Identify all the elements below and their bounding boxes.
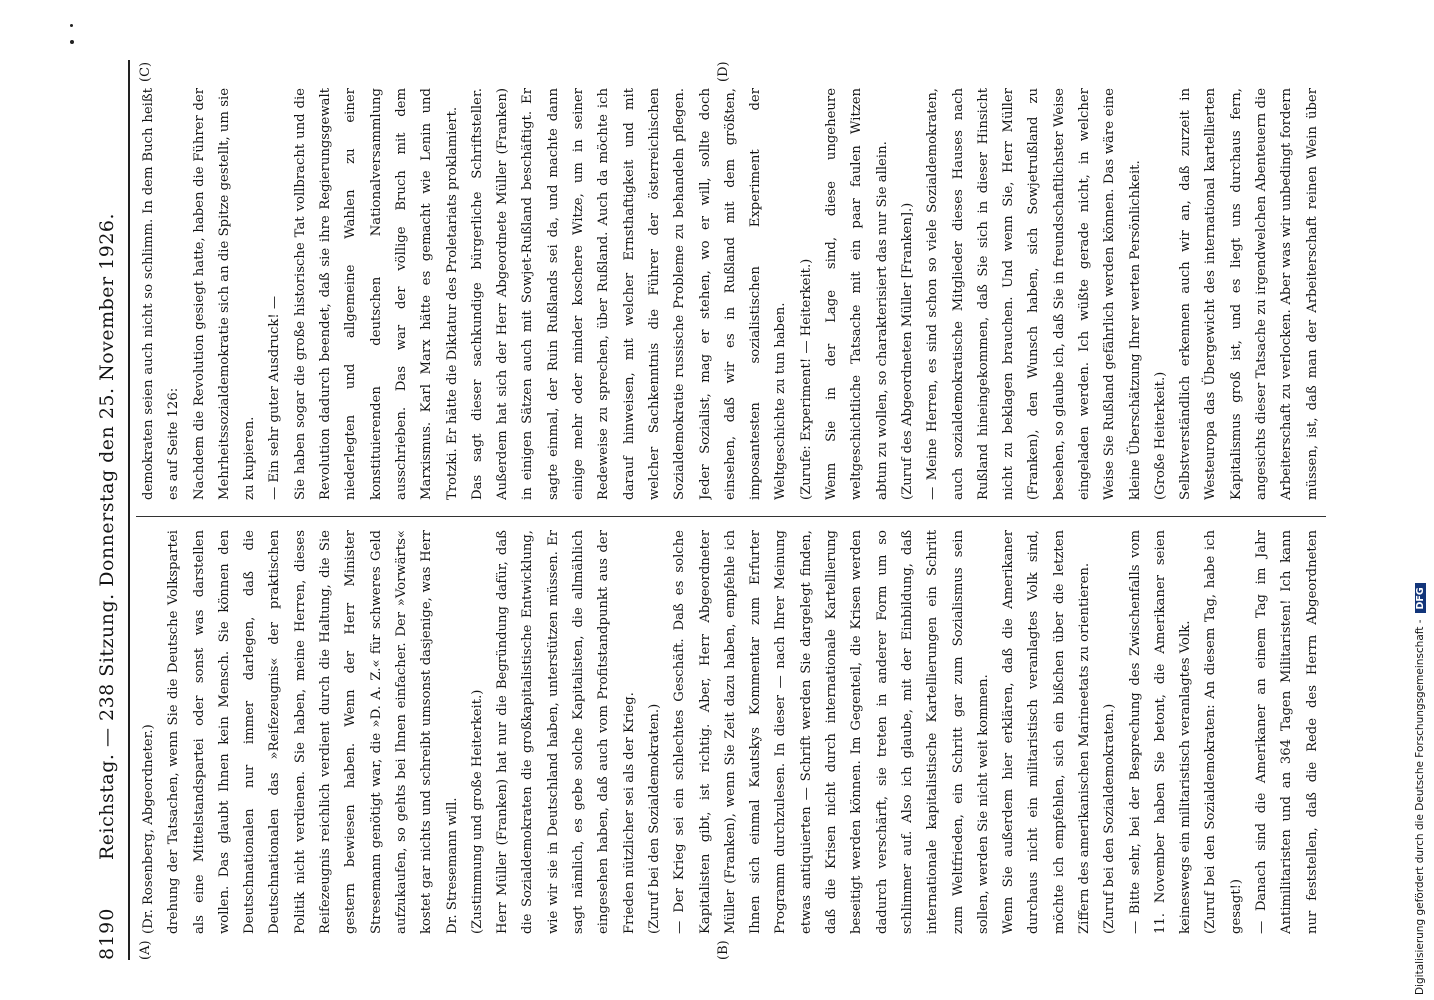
scan-speck xyxy=(70,24,73,27)
margin-marker-b: (B) xyxy=(716,940,731,960)
scan-speck xyxy=(70,40,74,44)
page-number: 8190 xyxy=(96,907,118,960)
text-column-left: (Dr. Rosenberg, Abgeordneter.) drehung der Tatsachen, wenn Sie die Deutsche Volkspartei als eine Mittelstandspartei oder sonst was darstellen wollen. Das glaubt Ihnen kein Mensch. Sie können den Deutschnationalen nur immer darlegen, daß die Deutschnationalen das »Reifezeugnis« der praktischen Politik nicht verdienen. Sie haben, meine Herren, dieses Reifezeugnis reichlich verdient durch die Haltung, die Sie gestern bewiesen haben. Wenn der Herr Minister Stresemann genötigt war, die »D. A. Z.« für schweres Geld aufzukaufen, so gehts bei Ihnen einfacher. Der »Vorwärts« kostet gar nichts und schreibt umsonst dasjenige, was Herr Dr. Stresemann will. (Zustimmung und große Heiterkeit.) Herr Müller (Franken) hat nur die Begründung dafür, daß die Sozialdemokraten die großkapitalistische Entwicklung, wie wir sie in Deutschland haben, unterstützen müssen. Er sagt nämlich, es gebe solche Kapitalisten, die allmählich eingesehen haben, daß auch vom Profitstandpunkt aus der Frieden nützlicher sei als der Krieg. (Zuruf bei den Sozialdemokraten.) — Der Krieg sei ein schlechtes Geschäft. Daß es solche Kapitalisten gibt, ist richtig. Aber, Herr Abgeordneter Müller (Franken), wenn Sie Zeit dazu haben, empfehle ich Ihnen sich einmal Kautskys Kommentar zum Erfurter Programm durchzulesen. In dieser — nach Ihrer Meinung etwas antiquierten — Schrift werden Sie dargelegt finden, daß die Krisen nicht durch internationale Kartellierung beseitigt werden können. Im Gegenteil, die Krisen werden dadurch verschärft, sie treten in anderer Form um so schlimmer auf. Also ich glaube, mit der Einbildung, daß internationale kapitalistische Kartellierungen ein Schritt zum Weltfrieden, ein Schritt gar zum Sozialismus sein sollen, werden Sie nicht weit kommen. Wenn Sie außerdem hier erklären, daß die Amerikaner durchaus nicht ein militaristisch veranlagtes Volk sind, möchte ich empfehlen, sich ein bißchen über die letzten Ziffern des amerikanischen Marineetats zu orientieren. (Zuruf bei den Sozialdemokraten.) — Bitte sehr, bei der Besprechung des Zwischenfalls vom 11. November haben Sie betont, die Amerikaner seien keineswegs ein militaristisch veranlagtes Volk. (Zuruf bei den Sozialdemokraten: An diesem Tag, habe ich gesagt!) — Danach sind die Amerikaner an einem Tag im Jahr Antimilitaristen und an 364 Tagen Militaristen! Ich kann nur feststellen, daß die Rede des Herrn Abgeordneten xyxy=(141,530,1320,934)
running-title: Reichstag. — 238 Sitzung. Donnerstag den 25. November 1926. xyxy=(96,212,118,860)
document-page xyxy=(80,60,1340,960)
dfg-logo: DFG xyxy=(1415,583,1426,613)
margin-marker-a: (A) xyxy=(138,940,153,960)
margin-marker-c: (C) xyxy=(138,61,153,82)
credit-text: Digitalisierung gefördert durch die Deutsche Forschungsgemeinschaft - xyxy=(1414,619,1426,995)
column-divider xyxy=(136,516,1326,517)
margin-marker-d: (D) xyxy=(716,61,731,82)
text-column-right: demokraten seien auch nicht so schlimm. In dem Buch heißt es auf Seite 126: Nachdem die Revolution gesiegt hatte, haben die Führer der Mehrheitssozialdemokratie sich an die Spitze gestellt, um sie zu kupieren. — Ein sehr guter Ausdruck! — Sie haben sogar die große historische Tat vollbracht und die Revolution dadurch beendet, daß sie ihre Regierungsgewalt niederlegten und allgemeine Wahlen zu einer konstituierenden deutschen Nationalversammlung ausschrieben. Das war der völlige Bruch mit dem Marxismus. Karl Marx hätte es gemacht wie Lenin und Trotzki. Er hätte die Diktatur des Proletariats proklamiert. Das sagt dieser sachkundige bürgerliche Schriftsteller. Außerdem hat sich der Herr Abgeordnete Müller (Franken) in einigen Sätzen auch mit Sowjet-Rußland beschäftigt. Er sagte einmal, der Ruin Rußlands sei da, und machte dann einige mehr oder minder koschere Witze, um in seiner Redeweise zu sprechen, über Rußland. Auch da möchte ich darauf hinweisen, mit welcher Ernsthaftigkeit und mit welcher Sachkenntnis die Führer der österreichischen Sozialdemokratie russische Probleme zu behandeln pflegen. Jeder Sozialist, mag er stehen, wo er will, sollte doch einsehen, daß wir es in Rußland mit dem größten, imposantesten sozialistischen Experiment der Weltgeschichte zu tun haben. (Zurufe: Experiment! — Heiterkeit.) Wenn Sie in der Lage sind, diese ungeheure weltgeschichtliche Tatsache mit ein paar faulen Witzen abtun zu wollen, so charakterisiert das nur Sie allein. (Zuruf des Abgeordneten Müller [Franken].) — Meine Herren, es sind schon so viele Sozialdemokraten, auch sozialdemokratische Mitglieder dieses Hauses nach Rußland hineingekommen, daß Sie sich in dieser Hinsicht nicht zu beklagen brauchen. Und wenn Sie, Herr Müller (Franken), den Wunsch haben, sich Sowjetrußland zu besehen, so glaube ich, daß Sie in freundschaftlichster Weise eingeladen werden. Ich wüßte gerade nicht, in welcher Weise Sie Rußland gefährlich werden können. Das wäre eine kleine Überschätzung Ihrer werten Persönlichkeit. (Große Heiterkeit.) Selbstverständlich erkennen auch wir an, daß zurzeit in Westeuropa das Übergewicht des international kartellierten Kapitalismus groß ist, und es liegt uns durchaus fern, angesichts dieser Tatsache zu irgendwelchen Abenteuern die Arbeiterschaft zu verlocken. Aber was wir unbedingt fordern müssen, ist, daß man der Arbeiterschaft reinen Wein über xyxy=(141,88,1320,500)
page-header xyxy=(80,60,130,960)
digitization-credit xyxy=(1414,583,1426,995)
